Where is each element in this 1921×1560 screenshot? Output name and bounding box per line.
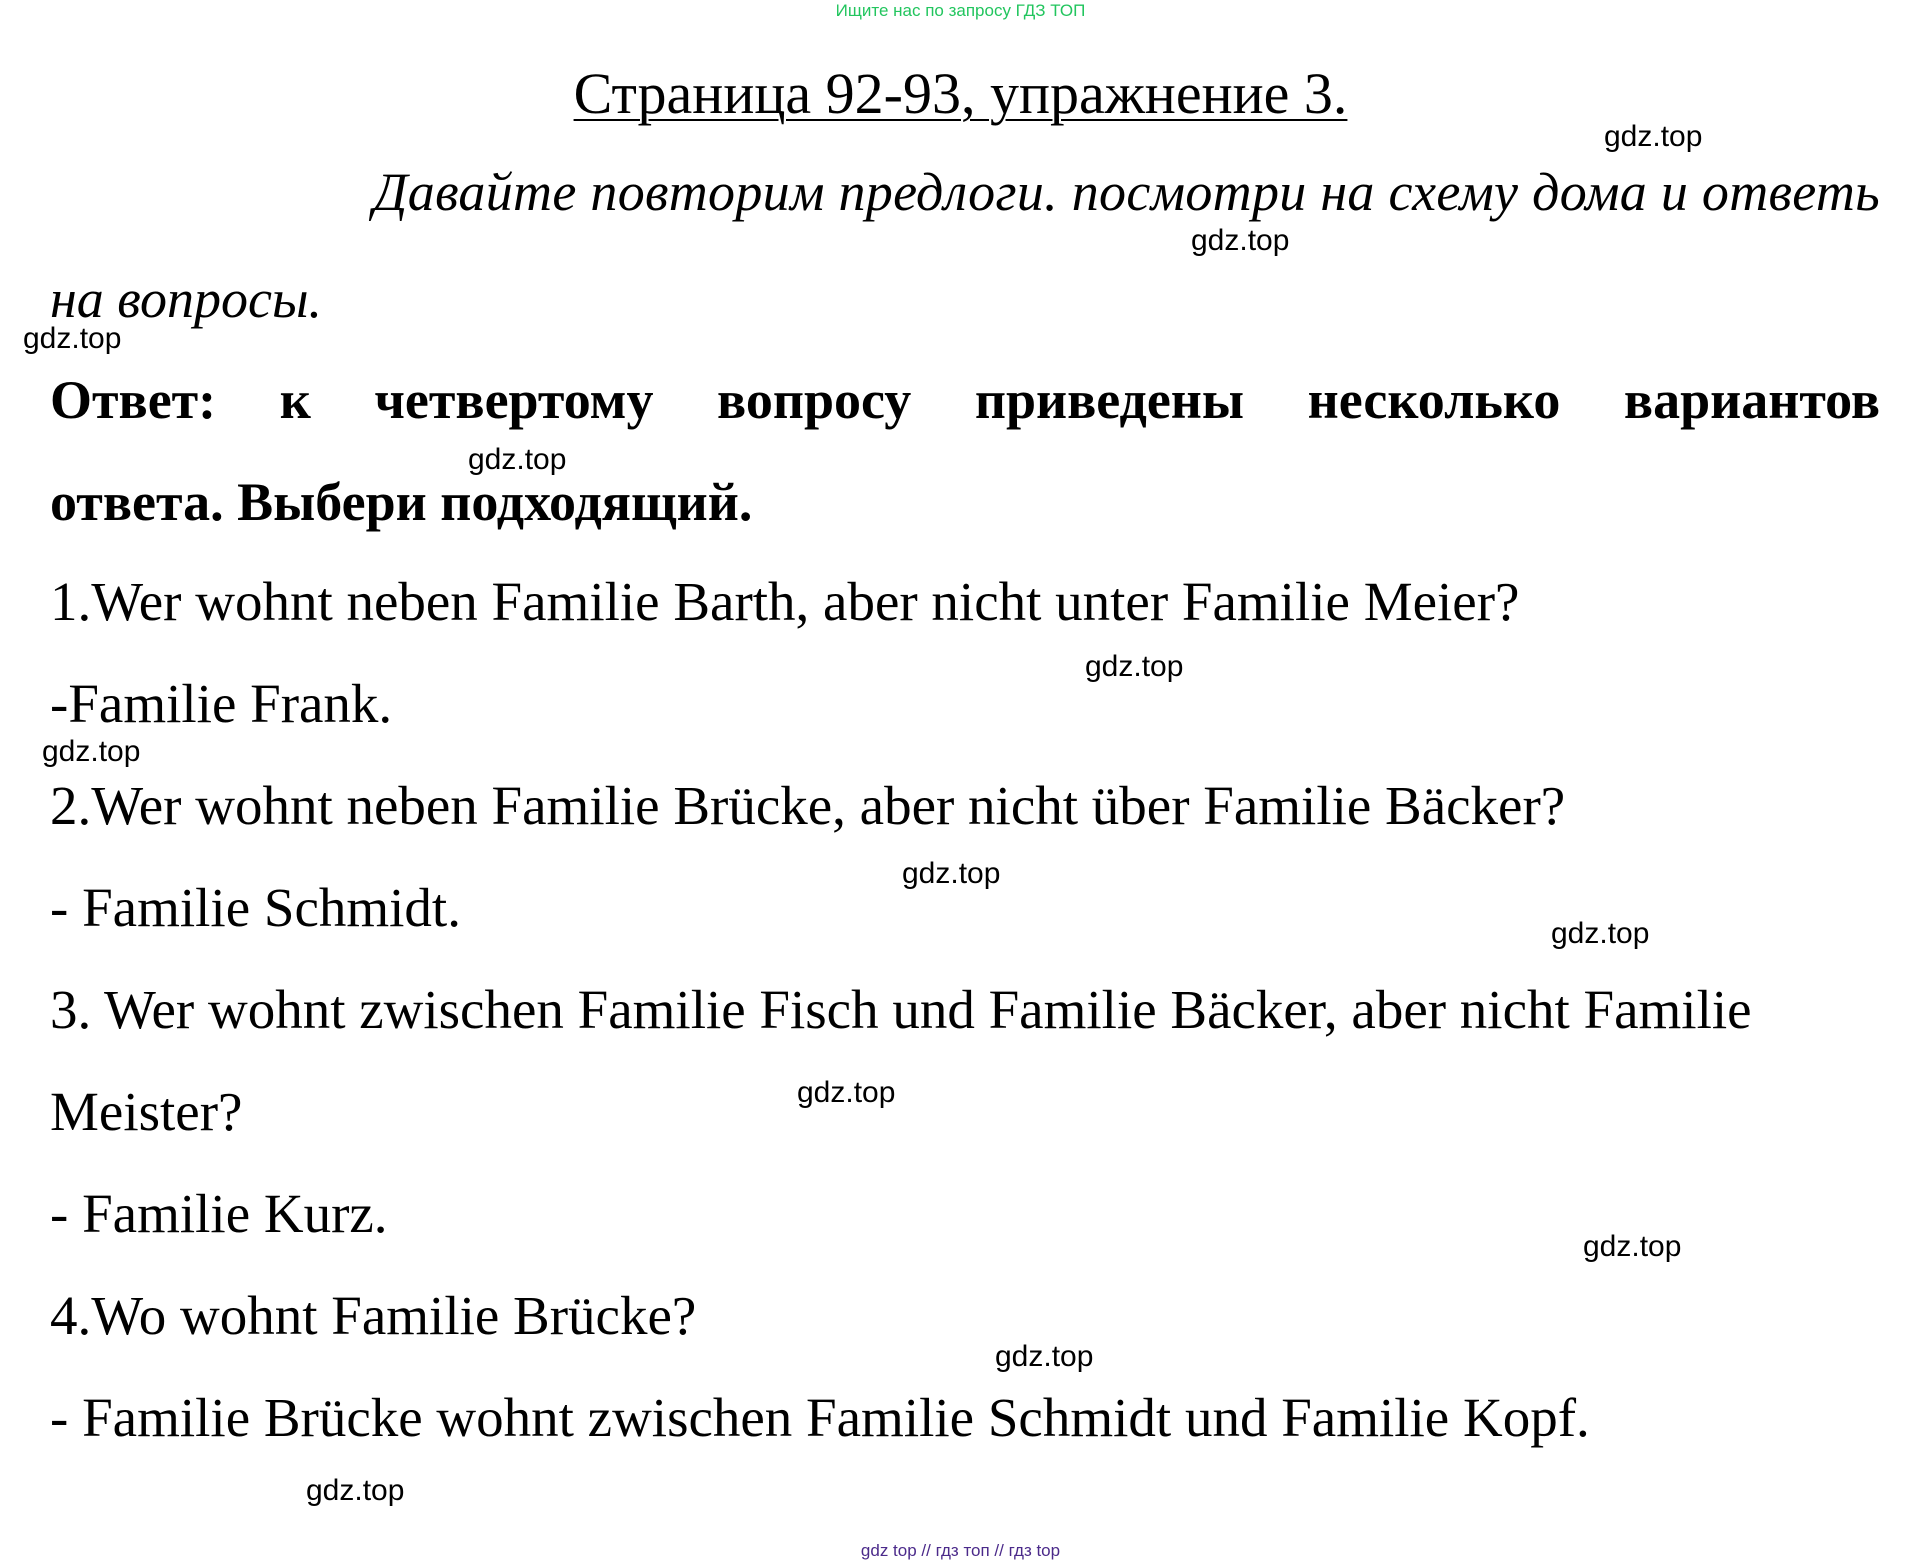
watermark: gdz.top (468, 443, 567, 476)
watermark: gdz.top (797, 1076, 896, 1109)
answer-4: - Familie Brücke wohnt zwischen Familie Schmidt und Familie Kopf. (50, 1387, 1590, 1448)
answer-2: - Familie Schmidt. (50, 877, 461, 938)
footer-watermark: gdz top // гдз топ // гдз top (860, 1541, 1061, 1560)
question-1: 1.Wer wohnt neben Familie Barth, aber nicht unter Familie Meier? (50, 571, 1520, 632)
watermark: gdz.top (1085, 650, 1184, 683)
question-3-line-1: 3. Wer wohnt zwischen Familie Fisch und Familie Bäcker, aber nicht Familie (50, 979, 1752, 1040)
answer-3: - Familie Kurz. (50, 1183, 388, 1244)
watermark: gdz.top (23, 322, 122, 355)
task-text-line-1: Давайте повторим предлоги. посмотри на схему дома и ответь (373, 162, 1880, 222)
answer-1: -Familie Frank. (50, 673, 393, 734)
question-2: 2.Wer wohnt neben Familie Brücke, aber nicht über Familie Bäcker? (50, 775, 1566, 836)
watermark: gdz.top (1583, 1230, 1682, 1263)
watermark: gdz.top (1551, 917, 1650, 950)
watermark: gdz.top (1191, 224, 1290, 257)
watermark: gdz.top (1604, 120, 1703, 153)
watermark: gdz.top (902, 857, 1001, 890)
task-text-line-2: на вопросы. (50, 269, 323, 329)
answer-note-line-2: ответа. Выбери подходящий. (50, 472, 753, 532)
question-4: 4.Wo wohnt Familie Brücke? (50, 1285, 697, 1346)
watermark: gdz.top (42, 735, 141, 768)
question-3-line-2: Meister? (50, 1081, 243, 1142)
answer-note-line-1: Ответ: к четвертому вопросу приведены несколько вариантов (50, 370, 1880, 430)
top-banner: Ищите нас по запросу ГДЗ ТОП (835, 1, 1086, 20)
watermark: gdz.top (995, 1340, 1094, 1373)
watermark: gdz.top (306, 1474, 405, 1507)
page-title: Страница 92-93, упражнение 3. (573, 61, 1348, 126)
